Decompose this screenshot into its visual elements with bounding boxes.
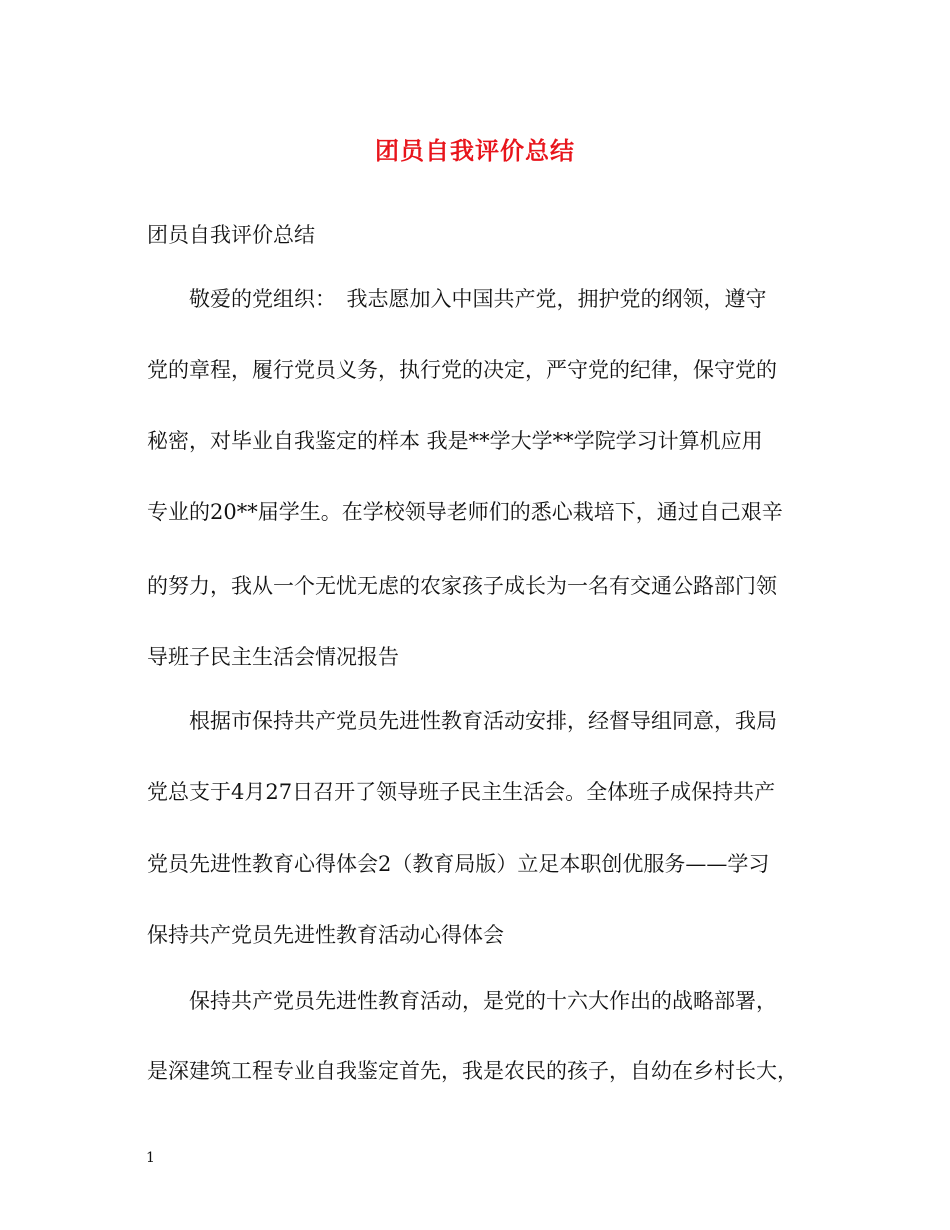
- text-line: 保持共产党员先进性教育活动心得体会: [147, 923, 504, 947]
- text-line: 导班子民主生活会情况报告: [147, 645, 399, 669]
- text-line: 敬爱的党组织： 我志愿加入中国共产党，拥护党的纲领，遵守: [189, 287, 767, 311]
- text-line: 党员先进性教育心得体会2（教育局版）立足本职创优服务——学习: [147, 852, 770, 876]
- text-line: 保持共产党员先进性教育活动，是党的十六大作出的战略部署，: [189, 989, 777, 1013]
- text-line: 专业的20**届学生。在学校领导老师们的悉心栽培下，通过自己艰辛: [147, 500, 783, 524]
- text-line: 党的章程，履行党员义务，执行党的决定，严守党的纪律，保守党的: [147, 358, 777, 382]
- text-line: 根据市保持共产党员先进性教育活动安排，经督导组同意，我局: [189, 709, 777, 733]
- text-line: 的努力，我从一个无忧无虑的农家孩子成长为一名有交通公路部门领: [147, 574, 777, 598]
- text-line: 秘密，对毕业自我鉴定的样本 我是**学大学**学院学习计算机应用: [147, 429, 763, 453]
- page-number: 1: [146, 1150, 155, 1166]
- text-line: 党总支于4月27日召开了领导班子民主生活会。全体班子成保持共产: [147, 780, 776, 804]
- text-line: 是深建筑工程专业自我鉴定首先，我是农民的孩子，自幼在乡村长大，: [147, 1059, 798, 1083]
- document-title: 团员自我评价总结: [375, 136, 575, 165]
- text-line: 团员自我评价总结: [147, 223, 315, 247]
